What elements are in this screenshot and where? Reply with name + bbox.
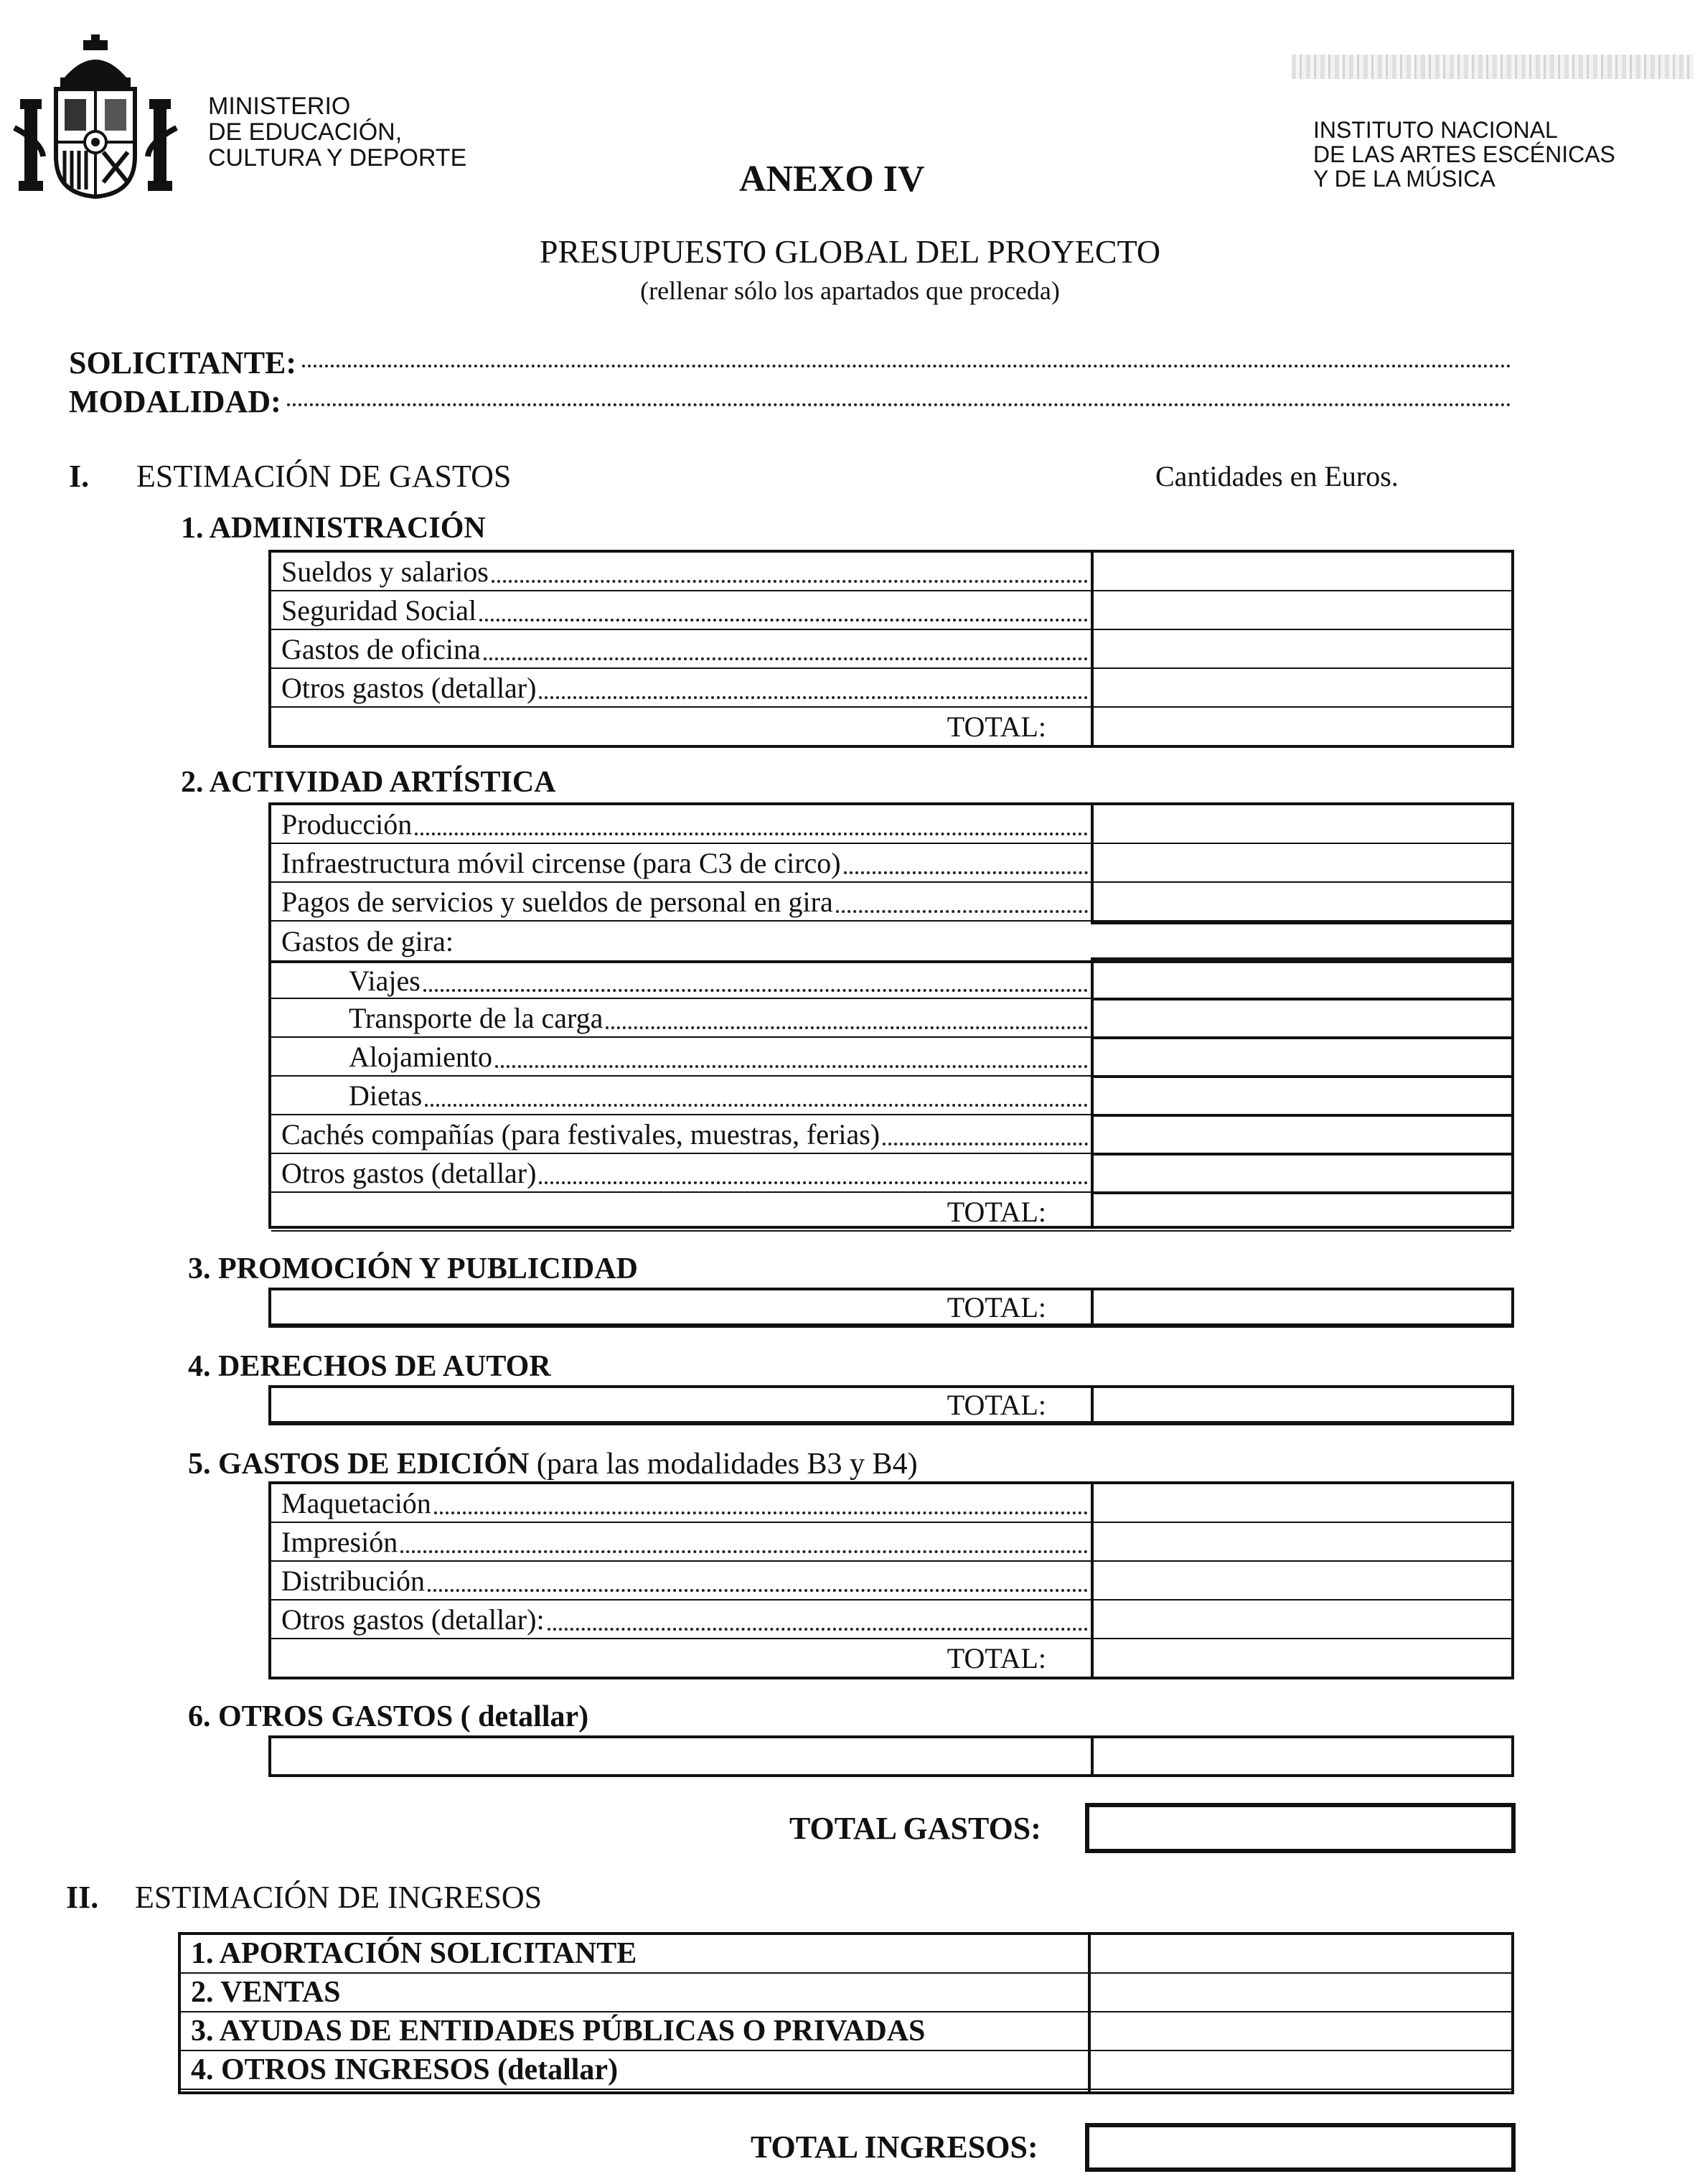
modalidad-label: MODALIDAD: bbox=[69, 384, 281, 419]
annex-title: ANEXO IV bbox=[739, 159, 925, 200]
edition-heading bbox=[188, 1447, 918, 1481]
row-label: 2. VENTAS bbox=[191, 1976, 341, 2009]
artistic-row-tour-label bbox=[271, 922, 1511, 960]
ministry-line-3: CULTURA Y DEPORTE bbox=[208, 144, 467, 172]
total-label: TOTAL: bbox=[947, 1290, 1046, 1323]
total-label: TOTAL: bbox=[947, 710, 1046, 743]
income-table bbox=[178, 1932, 1514, 2094]
rights-heading: 4. DERECHOS DE AUTOR bbox=[188, 1350, 551, 1383]
row-label: Infraestructura móvil circense (para C3 de circo) bbox=[281, 846, 841, 879]
row-label: Impresión bbox=[281, 1525, 398, 1558]
modalidad-dotted-line bbox=[287, 403, 1511, 406]
scan-artifact-band bbox=[1292, 55, 1694, 79]
ministry-line-1: MINISTERIO bbox=[208, 93, 351, 120]
total-expenses-box[interactable] bbox=[1085, 1803, 1516, 1853]
row-label: Transporte de la carga bbox=[349, 1001, 604, 1034]
leader-dots bbox=[400, 1550, 1088, 1553]
leader-dots bbox=[548, 1628, 1088, 1631]
edition-title: 5. GASTOS DE EDICIÓN bbox=[188, 1448, 530, 1481]
expenses-title: ESTIMACIÓN DE GASTOS bbox=[136, 459, 512, 494]
promo-heading: 3. PROMOCIÓN Y PUBLICIDAD bbox=[188, 1252, 638, 1285]
leader-dots bbox=[425, 1104, 1088, 1107]
row-label: Alojamiento bbox=[349, 1040, 492, 1073]
edition-amount-column[interactable] bbox=[1091, 1481, 1514, 1679]
institute-line-1: INSTITUTO NACIONAL bbox=[1313, 117, 1558, 143]
income-amount-column[interactable] bbox=[1088, 1932, 1514, 2094]
leader-dots bbox=[539, 1181, 1088, 1184]
total-expenses-label: TOTAL GASTOS: bbox=[789, 1811, 1041, 1846]
coat-of-arms-emblem bbox=[13, 34, 178, 200]
solicitante-label: SOLICITANTE: bbox=[69, 345, 297, 380]
row-label: Distribución bbox=[281, 1564, 425, 1597]
row-label: Viajes bbox=[349, 964, 421, 997]
ministry-line-2: DE EDUCACIÓN, bbox=[208, 118, 403, 146]
leader-dots bbox=[836, 910, 1088, 913]
row-label: Seguridad Social bbox=[281, 594, 477, 627]
row-label: Otros gastos (detallar): bbox=[281, 1603, 545, 1636]
row-label: Gastos de gira: bbox=[281, 924, 454, 957]
institute-line-3: Y DE LA MÚSICA bbox=[1313, 166, 1495, 192]
row-label: Maquetación bbox=[281, 1486, 431, 1519]
leader-dots bbox=[539, 696, 1088, 699]
leader-dots bbox=[492, 580, 1088, 583]
total-income-label: TOTAL INGRESOS: bbox=[751, 2129, 1038, 2165]
artistic-heading: 2. ACTIVIDAD ARTÍSTICA bbox=[181, 766, 556, 799]
ministry-name bbox=[208, 93, 466, 171]
row-label: 4. OTROS INGRESOS (detallar) bbox=[191, 2053, 619, 2086]
income-roman: II. bbox=[66, 1880, 99, 1915]
leader-dots bbox=[484, 657, 1088, 660]
artistic-amount-column-bottom[interactable] bbox=[1091, 957, 1514, 1229]
institute-line-2: DE LAS ARTES ESCÉNICAS bbox=[1313, 141, 1615, 167]
leader-dots bbox=[844, 871, 1088, 874]
leader-dots bbox=[606, 1026, 1088, 1029]
institute-name bbox=[1313, 118, 1615, 191]
document-title: PRESUPUESTO GLOBAL DEL PROYECTO bbox=[539, 233, 1161, 270]
other-expenses-table[interactable] bbox=[268, 1735, 1514, 1777]
admin-heading: 1. ADMINISTRACIÓN bbox=[181, 512, 486, 545]
solicitante-field[interactable] bbox=[69, 345, 1511, 381]
promo-table bbox=[268, 1288, 1514, 1328]
admin-table bbox=[268, 550, 1514, 748]
promo-amount-cell[interactable] bbox=[1091, 1288, 1514, 1328]
row-label: Cachés compañías (para festivales, muestras, ferias) bbox=[281, 1117, 880, 1150]
modalidad-field[interactable] bbox=[69, 383, 1511, 420]
rights-table bbox=[268, 1385, 1514, 1425]
row-label: Pagos de servicios y sueldos de personal en gira bbox=[281, 885, 833, 918]
leader-dots bbox=[423, 989, 1088, 992]
units-note: Cantidades en Euros. bbox=[1155, 460, 1399, 492]
row-label: Sueldos y salarios bbox=[281, 555, 489, 588]
row-label: 3. AYUDAS DE ENTIDADES PÚBLICAS O PRIVADAS bbox=[191, 2015, 926, 2048]
total-label: TOTAL: bbox=[947, 1195, 1046, 1228]
row-label: Producción bbox=[281, 807, 413, 840]
total-label: TOTAL: bbox=[947, 1388, 1046, 1421]
row-label: Dietas bbox=[349, 1079, 423, 1112]
artistic-amount-column-top[interactable] bbox=[1091, 802, 1514, 924]
leader-dots bbox=[883, 1143, 1088, 1145]
expenses-roman: I. bbox=[69, 459, 90, 494]
leader-dots bbox=[479, 619, 1088, 622]
other-expenses-amount-cell[interactable] bbox=[1091, 1735, 1514, 1777]
admin-amount-column[interactable] bbox=[1091, 550, 1514, 748]
solicitante-dotted-line bbox=[302, 365, 1511, 367]
row-label: Otros gastos (detallar) bbox=[281, 671, 537, 704]
artistic-table bbox=[268, 802, 1514, 1229]
row-label: Gastos de oficina bbox=[281, 632, 481, 665]
row-label: Otros gastos (detallar) bbox=[281, 1156, 537, 1189]
rights-amount-cell[interactable] bbox=[1091, 1385, 1514, 1425]
leader-dots bbox=[428, 1589, 1088, 1592]
other-expenses-heading: 6. OTROS GASTOS ( detallar) bbox=[188, 1700, 589, 1733]
edition-note: (para las modalidades B3 y B4) bbox=[536, 1448, 918, 1481]
edition-table bbox=[268, 1481, 1514, 1679]
income-title: ESTIMACIÓN DE INGRESOS bbox=[135, 1880, 543, 1915]
total-label: TOTAL: bbox=[947, 1641, 1046, 1674]
row-label: 1. APORTACIÓN SOLICITANTE bbox=[191, 1937, 637, 1970]
document-subtitle: (rellenar sólo los apartados que proceda) bbox=[640, 276, 1060, 305]
leader-dots bbox=[415, 833, 1088, 835]
leader-dots bbox=[434, 1512, 1088, 1514]
leader-dots bbox=[495, 1065, 1088, 1068]
total-income-box[interactable] bbox=[1085, 2123, 1516, 2172]
